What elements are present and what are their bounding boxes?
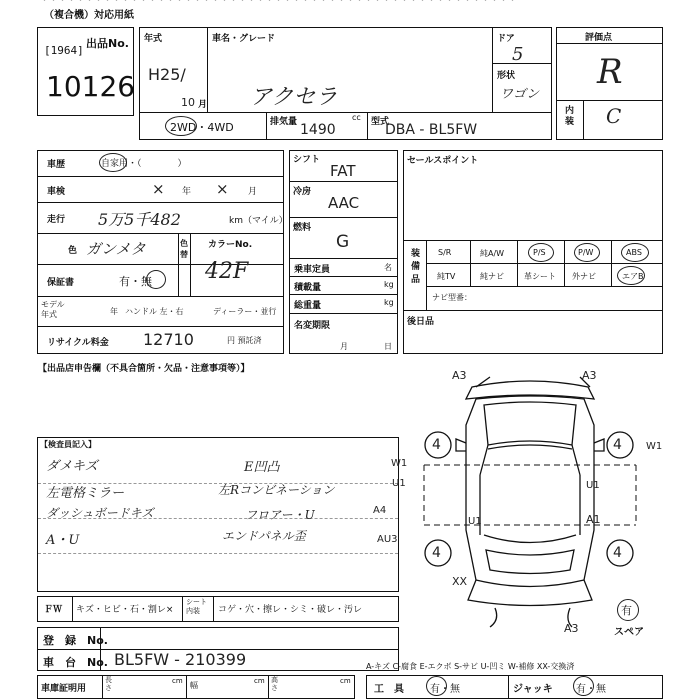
equip-pw: P/W: [578, 248, 594, 257]
damage-right-mid: U1: [586, 480, 600, 491]
equip-abs-circle: [621, 243, 649, 262]
tools-options: 有・無: [430, 684, 460, 695]
recycle-value: 12710: [143, 330, 194, 349]
model-year-dealer: ディーラー・並行: [213, 307, 277, 316]
riders-unit: 名: [384, 263, 392, 272]
sales-point-label: セールスポイント: [407, 156, 479, 166]
equip-sr: S/R: [438, 248, 452, 257]
lot-number: 10126: [46, 70, 136, 103]
model-value: DBA - BL5FW: [385, 122, 478, 138]
tire-rear-left: 4: [432, 545, 441, 561]
displacement-unit: cc: [352, 113, 361, 122]
warranty-label: 保証書: [47, 278, 75, 288]
history-options: 自家用・（ ）: [101, 159, 187, 169]
navi-model-label: ナビ型番：: [432, 293, 472, 302]
equip-ext-navi: 外ナビ: [572, 272, 596, 281]
equip-tv: 純TV: [437, 272, 456, 281]
color-code-value: 42F: [205, 259, 249, 284]
top-cut-text: ・・・・・・・・・・・・・・・・・・・・・・・・・・・・・・・・・・・・・・・・・・・・・・・・・・・・・: [40, 0, 518, 6]
year-value: H25/: [148, 65, 186, 84]
door-label: ドア: [497, 34, 515, 44]
chassis-value: BL5FW - 210399: [114, 650, 247, 669]
score-value: R: [597, 52, 623, 92]
shape-label: 形状: [497, 71, 516, 81]
inspector-note-right-2: 左Rコンビネーション: [218, 483, 335, 497]
inspector-note-left-1: ダメキズ: [46, 459, 98, 474]
declaration-label: 【出品店申告欄（不具合箇所・欠品・注意事項等）】: [38, 364, 250, 374]
color-code-label: カラーNo.: [208, 240, 253, 250]
cert-width: 幅: [190, 681, 198, 690]
inspector-note-right-3: フロアー・U: [245, 508, 315, 522]
damage-a4: A4: [373, 505, 387, 516]
inspection-year-value: ×: [152, 180, 165, 198]
tools-circle: [426, 676, 447, 696]
damage-front-right: A3: [582, 369, 597, 382]
seat-label: シート 内装: [186, 598, 207, 615]
cert-height: 高さ: [271, 676, 278, 692]
equip-airbag: エアB: [622, 272, 644, 281]
warranty-circle: [146, 270, 166, 289]
name-change-month: 月: [340, 342, 348, 351]
damage-w1-left: W1: [391, 458, 408, 469]
seat-marks: コゲ・穴・擦レ・シミ・破レ・汚レ: [218, 605, 363, 615]
tools-label: 工 具: [374, 684, 404, 695]
load-label: 積載量: [294, 283, 322, 293]
equipment-label: 装備品: [411, 249, 421, 285]
displacement-label: 排気量: [270, 117, 298, 127]
cert-width-unit: cm: [254, 677, 265, 685]
shift-label: シフト: [293, 155, 321, 165]
form-title: （複合機）対応用紙: [44, 10, 134, 21]
cert-length: 長さ: [105, 676, 112, 692]
tire-rear-right: 4: [613, 545, 622, 561]
year-month-value: 10: [181, 96, 195, 109]
fw-label: ＦＷ: [44, 605, 63, 615]
weight-label: 総重量: [294, 301, 322, 311]
cert-length-unit: cm: [172, 677, 183, 685]
interior-label: 内装: [565, 106, 575, 127]
displacement-value: 1490: [300, 122, 336, 138]
equip-aw: 純A/W: [480, 249, 505, 258]
name-change-label: 名変期限: [294, 321, 331, 331]
ac-label: 冷房: [293, 187, 312, 197]
equip-navi: 純ナビ: [480, 272, 504, 281]
mileage-label: 走行: [47, 215, 66, 225]
door-value: 5: [512, 44, 524, 65]
color-change-label: 色替: [180, 239, 188, 259]
lot-small-number: [1964]: [44, 44, 84, 57]
tire-front-left: 4: [432, 437, 441, 453]
fuel-value: G: [336, 232, 350, 252]
equip-ps-circle: [528, 243, 554, 262]
name-change-day: 日: [384, 342, 392, 351]
damage-au3: AU3: [377, 534, 398, 545]
inspector-note-right-4: エンドパネル歪: [222, 529, 306, 543]
car-name-value: アクセラ: [250, 85, 338, 110]
inspector-note-right-1: E凹凸: [244, 460, 280, 475]
fw-marks: キズ・ヒビ・石・割レ×: [76, 605, 174, 615]
recycle-unit: 円 預託済: [227, 336, 262, 345]
cert-height-unit: cm: [340, 677, 351, 685]
damage-legend: A-キズ C-腐食 E-エクボ S-サビ U-凹ミ W-補修 XX-交換済: [366, 662, 575, 671]
jack-circle: [573, 676, 594, 696]
model-year-year: 年: [110, 307, 118, 316]
jack-label: ジャッキ: [513, 684, 553, 695]
equip-airbag-circle: [617, 266, 645, 285]
equip-abs: ABS: [626, 248, 642, 257]
damage-xx: XX: [452, 575, 468, 588]
inspector-note-left-4: A・U: [46, 533, 80, 548]
aftermarket-label: 後日品: [407, 317, 435, 327]
damage-left-mid: U1: [392, 478, 406, 489]
recycle-label: リサイクル料金: [47, 338, 109, 348]
weight-unit: kg: [384, 298, 394, 307]
equip-ps: P/S: [533, 248, 546, 257]
inspection-label: 車検: [47, 187, 66, 197]
mileage-value: 5万5千482: [98, 210, 181, 229]
spare-mark: 有: [621, 604, 632, 617]
inspection-month-value: ×: [216, 180, 229, 198]
fuel-label: 燃料: [293, 223, 312, 233]
inspector-note-left-3: ダッシュボードキズ: [46, 506, 154, 520]
warranty-options: 有・無: [119, 275, 152, 288]
damage-a1: A1: [586, 513, 601, 526]
riders-label: 乗車定員: [294, 265, 331, 275]
equip-leather: 革シート: [524, 272, 556, 281]
score-label: 評価点: [585, 33, 613, 43]
damage-front: A3: [452, 369, 467, 382]
load-unit: kg: [384, 280, 394, 289]
inspector-note-left-2: 左電格ミラー: [46, 486, 125, 501]
lot-label: 出品No.: [86, 37, 129, 50]
equip-pw-circle: [574, 243, 600, 262]
color-label: 色: [68, 246, 78, 256]
ac-value: AAC: [328, 194, 360, 212]
model-year-handle: ハンドル 左・右: [125, 307, 184, 316]
tire-front-right: 4: [613, 437, 622, 453]
color-value: ガンメタ: [86, 240, 146, 258]
inspection-month-unit: 月: [248, 187, 258, 197]
chassis-label: 車 台 No.: [43, 656, 108, 669]
inspector-label: 【検査員記入】: [40, 440, 96, 449]
shift-value: FAT: [330, 162, 356, 180]
drive-label: 2WD・4WD: [170, 121, 234, 134]
history-label: 車歴: [47, 160, 66, 170]
interior-value: C: [606, 104, 622, 128]
shape-value: ワゴン: [500, 87, 540, 102]
year-month-suffix: 月: [198, 100, 208, 110]
model-year-label: モデル 年式: [41, 300, 65, 319]
model-label: 型式: [371, 117, 390, 127]
car-name-label: 車名・グレード: [212, 34, 276, 44]
year-label: 年式: [144, 34, 163, 44]
mileage-unit: km（マイル）: [229, 216, 288, 226]
jack-options: 有・無: [576, 684, 606, 695]
registration-label: 登 録 No.: [43, 634, 108, 647]
inspection-year-unit: 年: [182, 187, 192, 197]
spare-label: スペア: [614, 627, 644, 638]
cert-label: 車庫証明用: [41, 684, 87, 694]
damage-u1-bottom: U1: [468, 516, 482, 527]
damage-rear: A3: [564, 622, 579, 635]
damage-side-w: W1: [646, 441, 663, 452]
